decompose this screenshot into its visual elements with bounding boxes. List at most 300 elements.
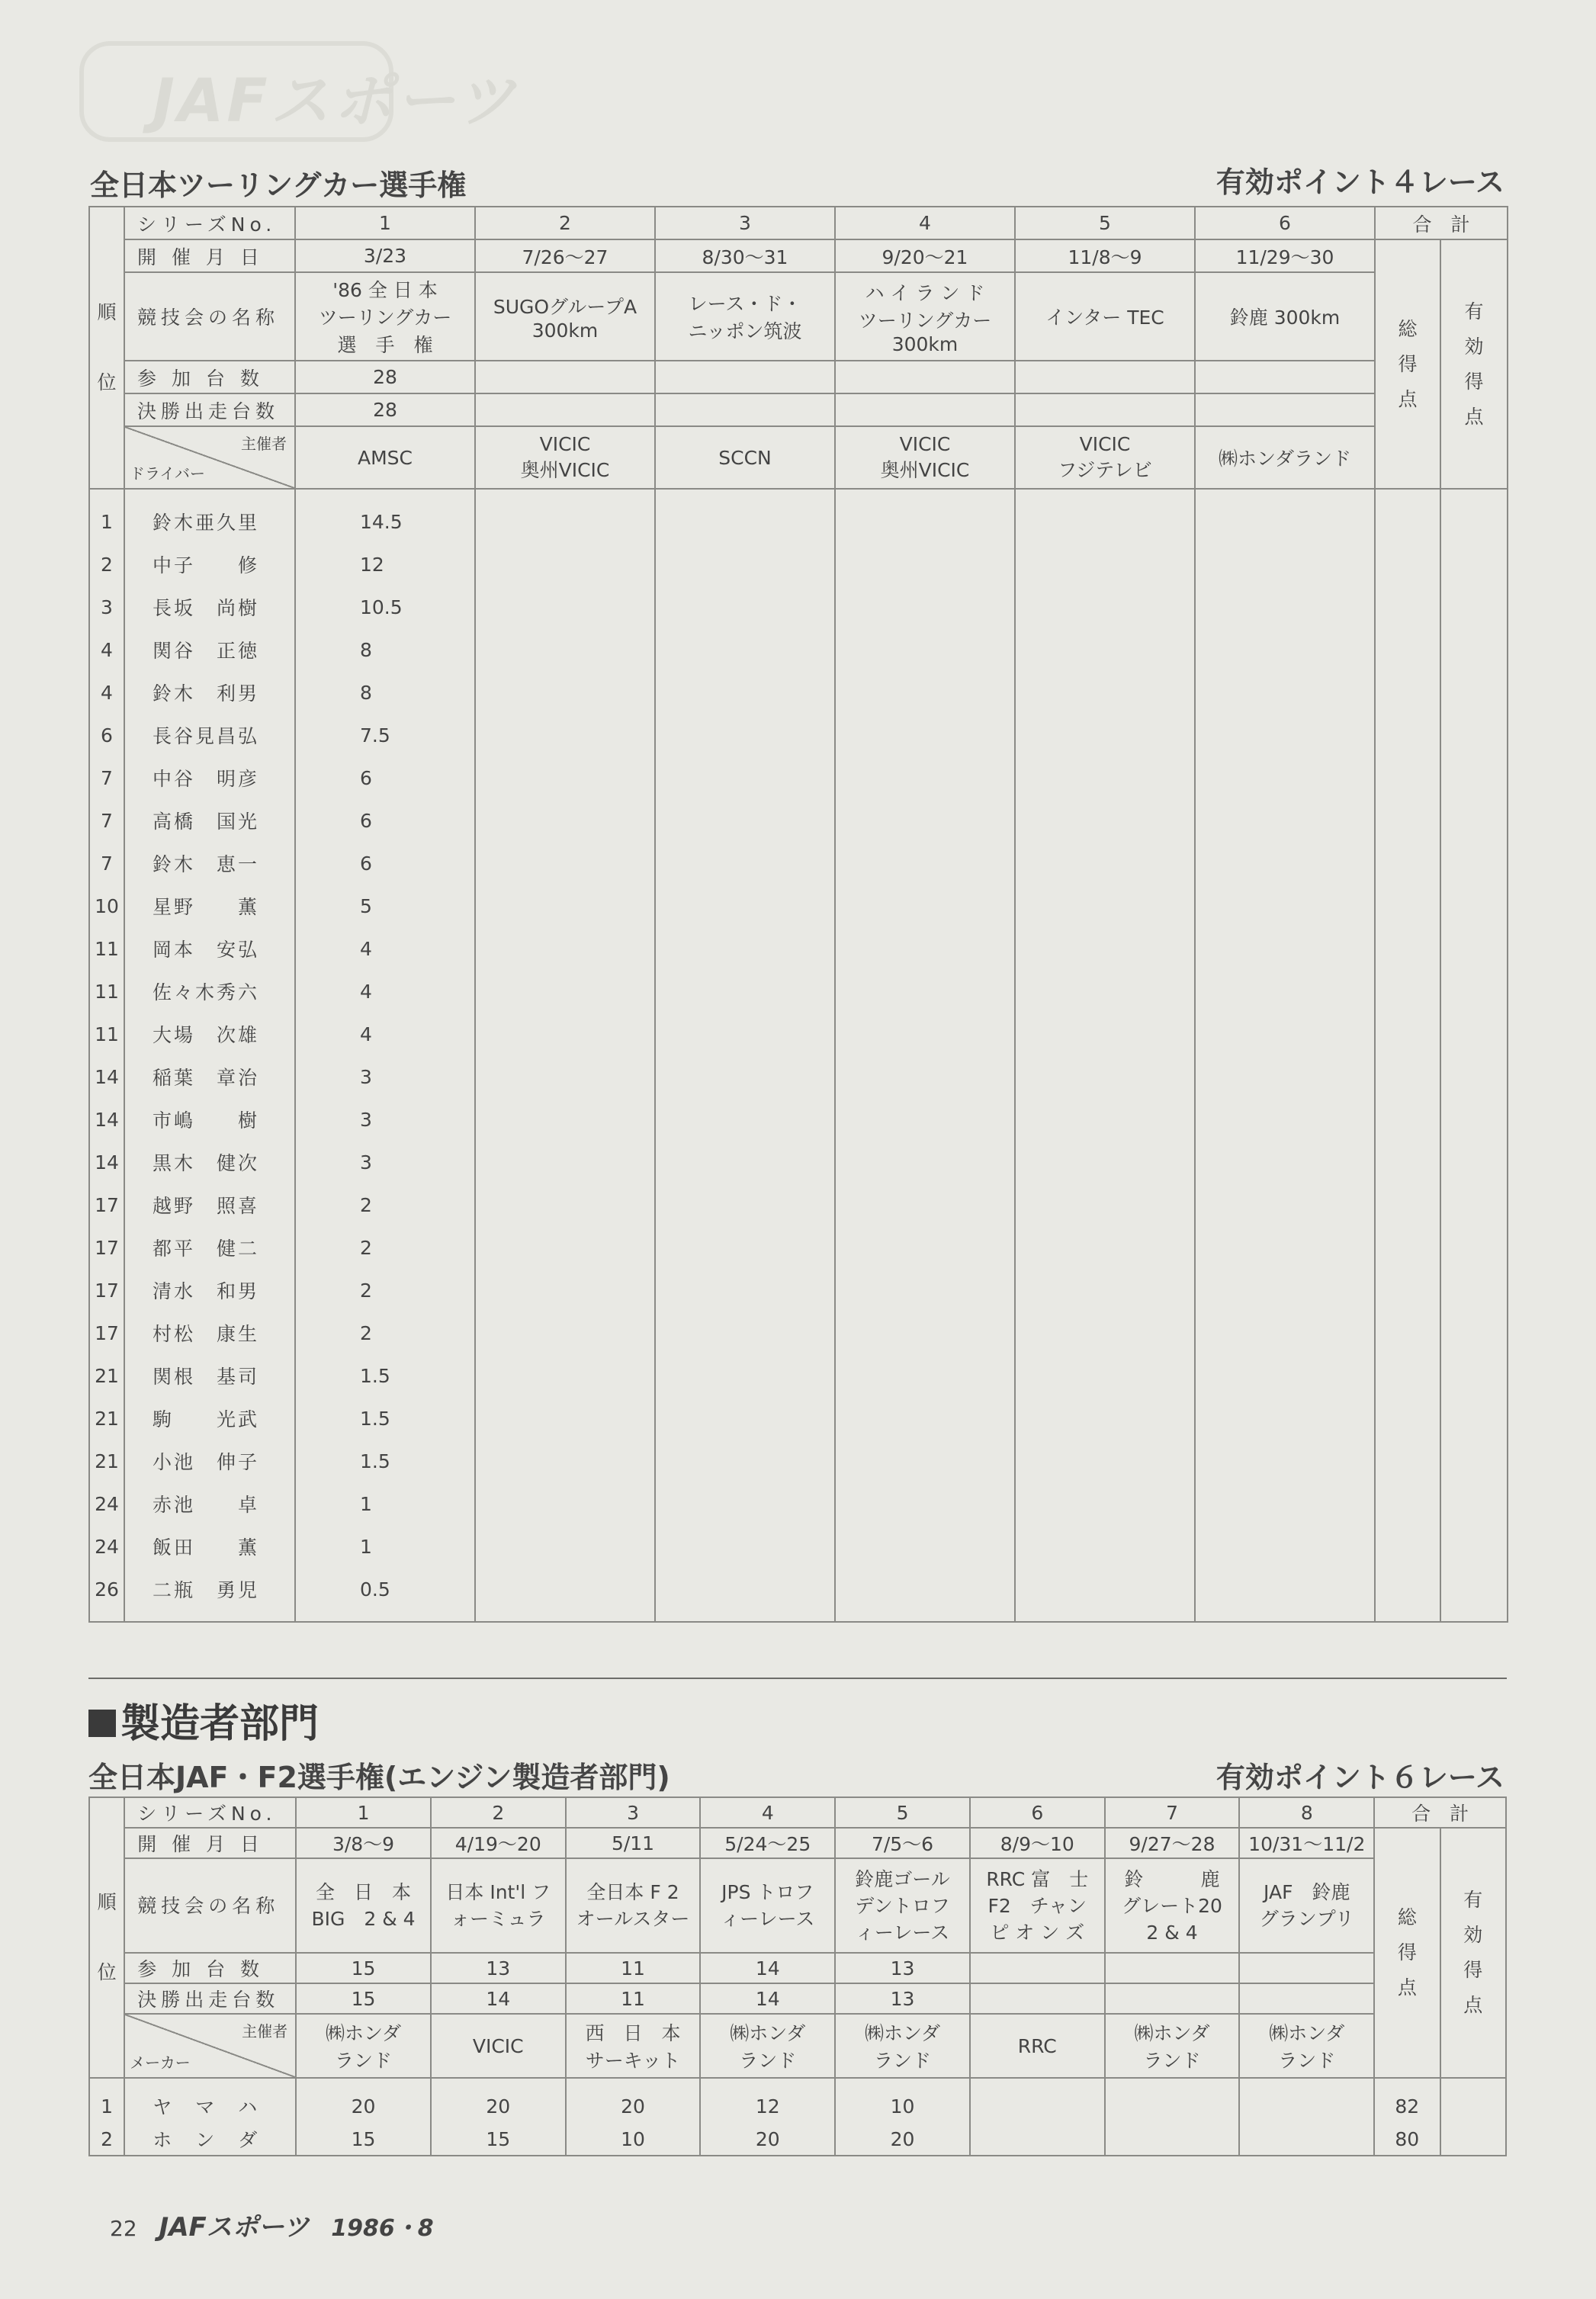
- valid-points: [1440, 1013, 1508, 1055]
- header-row-series: [89, 1797, 1506, 1828]
- race-2-name: 日本 Int'l フ ォーミュラ: [431, 1858, 566, 1953]
- race-5-entries: 13: [835, 1953, 970, 1983]
- race-1-name: 全 日 本 BIG 2 & 4: [296, 1858, 431, 1953]
- race-2-entries: [475, 361, 655, 393]
- race-1-points: 4: [295, 1013, 475, 1055]
- driver-name: 稲葉 章治: [124, 1055, 295, 1098]
- race-6-entries: [1195, 361, 1375, 393]
- race-4-points: [835, 1397, 1015, 1440]
- header-row-starters: [89, 1983, 1506, 2014]
- total-points: [1375, 543, 1440, 586]
- total-points: [1375, 671, 1440, 714]
- race-2-points: [475, 1482, 655, 1525]
- race-1-points: 7.5: [295, 714, 475, 756]
- total-points: [1375, 756, 1440, 799]
- entrant-label: メーカー: [130, 2053, 191, 2072]
- total-points: [1375, 1354, 1440, 1397]
- driver-rank: 21: [89, 1354, 124, 1397]
- race-3-name: 全日本 F 2 オールスター: [566, 1858, 701, 1953]
- race-3-points: [655, 1312, 835, 1354]
- race-4-points: [835, 714, 1015, 756]
- race-5-series: 5: [1015, 207, 1195, 239]
- driver-name: 越野 照喜: [124, 1183, 295, 1226]
- valid-points: [1440, 1397, 1508, 1440]
- race-5-points: [1015, 628, 1195, 671]
- header-row-name: [89, 272, 1508, 361]
- race-6-points: [1195, 1098, 1375, 1141]
- race-6-points: [1195, 1568, 1375, 1622]
- race-6-series: 6: [1195, 207, 1375, 239]
- driver-row: [89, 1354, 1508, 1397]
- valid-points: [1440, 543, 1508, 586]
- race-1-points: 6: [295, 756, 475, 799]
- race-1-organizer: ㈱ホンダ ランド: [296, 2014, 431, 2078]
- race-5-points: [1015, 1440, 1195, 1482]
- driver-row: [89, 1226, 1508, 1269]
- maker-name: ヤ マ ハ: [124, 2078, 296, 2123]
- race-3-starters: 11: [566, 1983, 701, 2014]
- race-2-points: [475, 1226, 655, 1269]
- race-1-name: '86 全 日 本 ツーリングカー 選 手 権: [295, 272, 475, 361]
- total-points: [1375, 489, 1440, 543]
- total-points: [1375, 842, 1440, 885]
- race-4-entries: 14: [700, 1953, 835, 1983]
- race-4-points: 12: [700, 2078, 835, 2123]
- header-row-organizer: [89, 2014, 1506, 2078]
- valid-points: [1440, 1525, 1508, 1568]
- race-4-organizer: ㈱ホンダ ランド: [700, 2014, 835, 2078]
- race-4-points: [835, 970, 1015, 1013]
- race-6-organizer: RRC: [970, 2014, 1105, 2078]
- driver-row: [89, 1568, 1508, 1622]
- total-points: 82: [1374, 2078, 1440, 2123]
- series-row-label: シリーズNo.: [124, 207, 295, 239]
- driver-row: [89, 714, 1508, 756]
- race-3-series: 3: [566, 1797, 701, 1828]
- race-3-points: 10: [566, 2123, 701, 2156]
- race-6-organizer: ㈱ホンダランド: [1195, 426, 1375, 489]
- driver-row: [89, 489, 1508, 543]
- race-2-points: [475, 1525, 655, 1568]
- driver-rank: 26: [89, 1568, 124, 1622]
- race-3-points: [655, 1269, 835, 1312]
- race-5-starters: [1015, 393, 1195, 426]
- valid-points: [1440, 799, 1508, 842]
- race-3-points: 20: [566, 2078, 701, 2123]
- driver-name: 関根 基司: [124, 1354, 295, 1397]
- driver-rank: 17: [89, 1183, 124, 1226]
- race-3-points: [655, 970, 835, 1013]
- race-2-points: [475, 1013, 655, 1055]
- race-2-organizer: VICIC 奥州VICIC: [475, 426, 655, 489]
- race-6-starters: [1195, 393, 1375, 426]
- race-8-points: [1239, 2078, 1374, 2123]
- race-7-organizer: ㈱ホンダ ランド: [1105, 2014, 1240, 2078]
- race-3-series: 3: [655, 207, 835, 239]
- race-7-points: [1105, 2078, 1240, 2123]
- race-7-name: 鈴 鹿 グレート20 2 & 4: [1105, 1858, 1240, 1953]
- header-row-name: [89, 1858, 1506, 1953]
- valid-points: [1440, 885, 1508, 927]
- race-5-points: [1015, 1013, 1195, 1055]
- race-2-series: 2: [475, 207, 655, 239]
- section2-heading-text: 製造者部門: [120, 1701, 320, 1747]
- race-5-starters: 13: [835, 1983, 970, 2014]
- square-bullet-icon: [88, 1710, 116, 1737]
- total-points: [1375, 1055, 1440, 1098]
- race-5-date: 7/5～6: [835, 1828, 970, 1858]
- race-4-points: [835, 885, 1015, 927]
- race-3-organizer: SCCN: [655, 426, 835, 489]
- magazine-logo: JAFスポーツ: [159, 2212, 310, 2243]
- race-7-entries: [1105, 1953, 1240, 1983]
- race-2-points: [475, 714, 655, 756]
- driver-name: 高橋 国光: [124, 799, 295, 842]
- race-5-name: インター TEC: [1015, 272, 1195, 361]
- name-row-label: 競技会の名称: [124, 1858, 296, 1953]
- driver-rank: 14: [89, 1055, 124, 1098]
- race-6-points: [1195, 1354, 1375, 1397]
- race-6-points: [1195, 671, 1375, 714]
- header-row-series: [89, 207, 1508, 239]
- race-1-points: 3: [295, 1055, 475, 1098]
- driver-name: 長谷見昌弘: [124, 714, 295, 756]
- driver-name: 二瓶 勇児: [124, 1568, 295, 1622]
- race-4-points: [835, 1354, 1015, 1397]
- race-3-entries: [655, 361, 835, 393]
- race-6-points: [1195, 927, 1375, 970]
- race-4-entries: [835, 361, 1015, 393]
- starters-row-label: 決勝出走台数: [124, 393, 295, 426]
- header-row-starters: [89, 393, 1508, 426]
- page-number: 22: [110, 2216, 137, 2241]
- race-3-points: [655, 842, 835, 885]
- series-row-label: シリーズNo.: [124, 1797, 296, 1828]
- race-6-points: [1195, 1183, 1375, 1226]
- race-5-points: [1015, 1183, 1195, 1226]
- race-3-points: [655, 927, 835, 970]
- total-header: 合 計: [1374, 1797, 1506, 1828]
- driver-rank: 17: [89, 1269, 124, 1312]
- race-6-points: [1195, 543, 1375, 586]
- valid-points: [1440, 2123, 1507, 2156]
- rank-column-header: 順 位: [89, 1797, 124, 2078]
- driver-row: [89, 1055, 1508, 1098]
- driver-row: [89, 1269, 1508, 1312]
- race-2-starters: 14: [431, 1983, 566, 2014]
- race-1-points: 0.5: [295, 1568, 475, 1622]
- driver-row: [89, 543, 1508, 586]
- race-3-points: [655, 1183, 835, 1226]
- driver-rank: 4: [89, 628, 124, 671]
- race-8-entries: [1239, 1953, 1374, 1983]
- race-4-points: [835, 1269, 1015, 1312]
- issue-date: 1986・8: [331, 2215, 434, 2242]
- race-1-points: 15: [296, 2123, 431, 2156]
- race-5-points: [1015, 489, 1195, 543]
- race-4-points: [835, 543, 1015, 586]
- valid-points: [1440, 489, 1508, 543]
- race-1-points: 2: [295, 1183, 475, 1226]
- page-footer: [110, 2206, 434, 2243]
- race-2-points: 20: [431, 2078, 566, 2123]
- driver-row: [89, 671, 1508, 714]
- driver-row: [89, 799, 1508, 842]
- valid-points: [1440, 1354, 1508, 1397]
- race-4-points: [835, 756, 1015, 799]
- total-points: [1375, 1013, 1440, 1055]
- race-2-organizer: VICIC: [431, 2014, 566, 2078]
- valid-points: [1440, 671, 1508, 714]
- race-3-entries: 11: [566, 1953, 701, 1983]
- valid-points: [1440, 714, 1508, 756]
- race-5-points: [1015, 1098, 1195, 1141]
- driver-row: [89, 1141, 1508, 1183]
- driver-rank: 17: [89, 1312, 124, 1354]
- race-5-points: [1015, 1141, 1195, 1183]
- race-5-points: [1015, 927, 1195, 970]
- total-points: [1375, 1525, 1440, 1568]
- race-7-date: 9/27～28: [1105, 1828, 1240, 1858]
- valid-points: [1440, 1098, 1508, 1141]
- race-1-points: 20: [296, 2078, 431, 2123]
- total-points: [1375, 1098, 1440, 1141]
- race-6-points: [1195, 1397, 1375, 1440]
- race-3-points: [655, 671, 835, 714]
- driver-row: [89, 1397, 1508, 1440]
- driver-name: 鈴木 恵一: [124, 842, 295, 885]
- entries-row-label: 参 加 台 数: [124, 361, 295, 393]
- maker-row: [89, 2123, 1506, 2156]
- race-5-organizer: ㈱ホンダ ランド: [835, 2014, 970, 2078]
- total-points: 80: [1374, 2123, 1440, 2156]
- race-1-points: 6: [295, 842, 475, 885]
- race-3-points: [655, 1226, 835, 1269]
- race-2-points: [475, 842, 655, 885]
- race-1-points: 3: [295, 1098, 475, 1141]
- driver-name: 赤池 卓: [124, 1482, 295, 1525]
- race-1-points: 4: [295, 970, 475, 1013]
- header-row-entries: [89, 361, 1508, 393]
- rank-column-header: 順 位: [89, 207, 124, 489]
- race-6-points: [1195, 799, 1375, 842]
- driver-rank: 24: [89, 1525, 124, 1568]
- driver-rank: 7: [89, 756, 124, 799]
- race-3-points: [655, 543, 835, 586]
- driver-rank: 1: [89, 489, 124, 543]
- driver-name: 小池 伸子: [124, 1440, 295, 1482]
- touring-car-table: [88, 206, 1508, 1623]
- driver-name: 大場 次雄: [124, 1013, 295, 1055]
- race-2-points: 15: [431, 2123, 566, 2156]
- race-2-points: [475, 1568, 655, 1622]
- race-8-points: [1239, 2123, 1374, 2156]
- race-4-points: [835, 1482, 1015, 1525]
- valid-points: [1440, 1055, 1508, 1098]
- total-points: [1375, 1397, 1440, 1440]
- total-points: [1375, 1568, 1440, 1622]
- race-5-points: [1015, 842, 1195, 885]
- race-1-points: 5: [295, 885, 475, 927]
- race-6-points: [970, 2123, 1105, 2156]
- race-5-organizer: VICIC フジテレビ: [1015, 426, 1195, 489]
- race-1-date: 3/8～9: [296, 1828, 431, 1858]
- starters-row-label: 決勝出走台数: [124, 1983, 296, 2014]
- race-6-date: 8/9～10: [970, 1828, 1105, 1858]
- driver-name: 関谷 正徳: [124, 628, 295, 671]
- race-4-points: [835, 586, 1015, 628]
- race-3-points: [655, 1397, 835, 1440]
- race-1-points: 4: [295, 927, 475, 970]
- valid-points: [1440, 842, 1508, 885]
- race-6-points: [1195, 489, 1375, 543]
- race-4-name: ハ イ ラ ン ド ツーリングカー 300km: [835, 272, 1015, 361]
- race-1-points: 2: [295, 1269, 475, 1312]
- race-5-series: 5: [835, 1797, 970, 1828]
- race-6-name: 鈴鹿 300km: [1195, 272, 1375, 361]
- race-6-points: [1195, 1482, 1375, 1525]
- race-6-points: [1195, 1525, 1375, 1568]
- race-3-points: [655, 885, 835, 927]
- valid-points: [1440, 756, 1508, 799]
- race-6-points: [1195, 1440, 1375, 1482]
- race-4-series: 4: [835, 207, 1015, 239]
- race-4-points: [835, 1312, 1015, 1354]
- race-4-points: [835, 1440, 1015, 1482]
- race-4-points: [835, 1098, 1015, 1141]
- masthead-ghost-text: JAFスポーツ: [153, 67, 519, 136]
- race-8-starters: [1239, 1983, 1374, 2014]
- race-2-points: [475, 1440, 655, 1482]
- driver-rank: 14: [89, 1098, 124, 1141]
- race-2-points: [475, 1098, 655, 1141]
- total-points: [1375, 970, 1440, 1013]
- race-2-points: [475, 586, 655, 628]
- race-3-points: [655, 1055, 835, 1098]
- section2-heading: [88, 1691, 319, 1748]
- race-1-organizer: AMSC: [295, 426, 475, 489]
- total-points: [1375, 799, 1440, 842]
- maker-row: [89, 2078, 1506, 2123]
- race-4-points: [835, 489, 1015, 543]
- driver-row: [89, 927, 1508, 970]
- race-2-points: [475, 970, 655, 1013]
- driver-rank: 3: [89, 586, 124, 628]
- race-5-points: 20: [835, 2123, 970, 2156]
- driver-rank: 11: [89, 1013, 124, 1055]
- race-3-points: [655, 1098, 835, 1141]
- race-6-points: [1195, 842, 1375, 885]
- race-5-points: [1015, 543, 1195, 586]
- race-2-points: [475, 489, 655, 543]
- total-points: [1375, 1226, 1440, 1269]
- race-6-points: [1195, 1312, 1375, 1354]
- total-points: [1375, 714, 1440, 756]
- race-5-points: [1015, 1269, 1195, 1312]
- race-1-points: 10.5: [295, 586, 475, 628]
- maker-rank: 2: [89, 2123, 124, 2156]
- maker-name: ホ ン ダ: [124, 2123, 296, 2156]
- race-4-starters: [835, 393, 1015, 426]
- race-6-name: RRC 富 士 F2 チャン ピ オ ン ズ: [970, 1858, 1105, 1953]
- race-1-points: 12: [295, 543, 475, 586]
- race-4-points: [835, 1013, 1015, 1055]
- race-5-points: [1015, 1568, 1195, 1622]
- driver-name: 市嶋 樹: [124, 1098, 295, 1141]
- race-5-points: [1015, 1354, 1195, 1397]
- race-8-series: 8: [1239, 1797, 1374, 1828]
- race-1-points: 8: [295, 671, 475, 714]
- race-1-points: 1.5: [295, 1397, 475, 1440]
- race-3-date: 5/11: [566, 1828, 701, 1858]
- section1-title: 全日本ツーリングカー選手権: [90, 169, 467, 202]
- race-5-points: [1015, 756, 1195, 799]
- race-7-series: 7: [1105, 1797, 1240, 1828]
- driver-rank: 17: [89, 1226, 124, 1269]
- driver-row: [89, 1312, 1508, 1354]
- race-4-date: 9/20～21: [835, 239, 1015, 272]
- race-4-points: [835, 671, 1015, 714]
- race-5-points: [1015, 1525, 1195, 1568]
- valid-points-header: 有 効 得 点: [1440, 239, 1508, 489]
- driver-row: [89, 1013, 1508, 1055]
- total-points-header: 総 得 点: [1375, 239, 1440, 489]
- driver-rank: 7: [89, 799, 124, 842]
- valid-points: [1440, 586, 1508, 628]
- race-1-points: 1: [295, 1525, 475, 1568]
- date-row-label: 開 催 月 日: [124, 239, 295, 272]
- valid-points: [1440, 1440, 1508, 1482]
- race-1-series: 1: [295, 207, 475, 239]
- race-4-name: JPS トロフ ィーレース: [700, 1858, 835, 1953]
- race-3-points: [655, 1141, 835, 1183]
- section2-valid-points: 有効ポイント６レース: [1215, 1761, 1504, 1794]
- driver-row: [89, 1482, 1508, 1525]
- race-5-points: [1015, 1312, 1195, 1354]
- race-2-entries: 13: [431, 1953, 566, 1983]
- race-1-points: 1.5: [295, 1440, 475, 1482]
- driver-name: 中子 修: [124, 543, 295, 586]
- race-4-points: [835, 1226, 1015, 1269]
- driver-name: 長坂 尚樹: [124, 586, 295, 628]
- race-3-points: [655, 1568, 835, 1622]
- race-6-starters: [970, 1983, 1105, 2014]
- race-4-points: [835, 842, 1015, 885]
- driver-name: 星野 薫: [124, 885, 295, 927]
- race-2-points: [475, 628, 655, 671]
- section1-valid-points: 有効ポイント４レース: [1215, 165, 1504, 199]
- race-8-organizer: ㈱ホンダ ランド: [1239, 2014, 1374, 2078]
- race-5-points: [1015, 799, 1195, 842]
- race-3-points: [655, 628, 835, 671]
- total-points: [1375, 1269, 1440, 1312]
- race-6-points: [1195, 1055, 1375, 1098]
- race-5-points: [1015, 586, 1195, 628]
- race-3-name: レース・ド・ ニッポン筑波: [655, 272, 835, 361]
- race-4-points: [835, 1568, 1015, 1622]
- race-4-points: [835, 1525, 1015, 1568]
- race-5-entries: [1015, 361, 1195, 393]
- race-3-starters: [655, 393, 835, 426]
- race-1-entries: 28: [295, 361, 475, 393]
- valid-points: [1440, 970, 1508, 1013]
- race-6-points: [1195, 714, 1375, 756]
- driver-rank: 24: [89, 1482, 124, 1525]
- race-3-points: [655, 799, 835, 842]
- driver-rank: 10: [89, 885, 124, 927]
- race-3-points: [655, 1354, 835, 1397]
- valid-points: [1440, 1312, 1508, 1354]
